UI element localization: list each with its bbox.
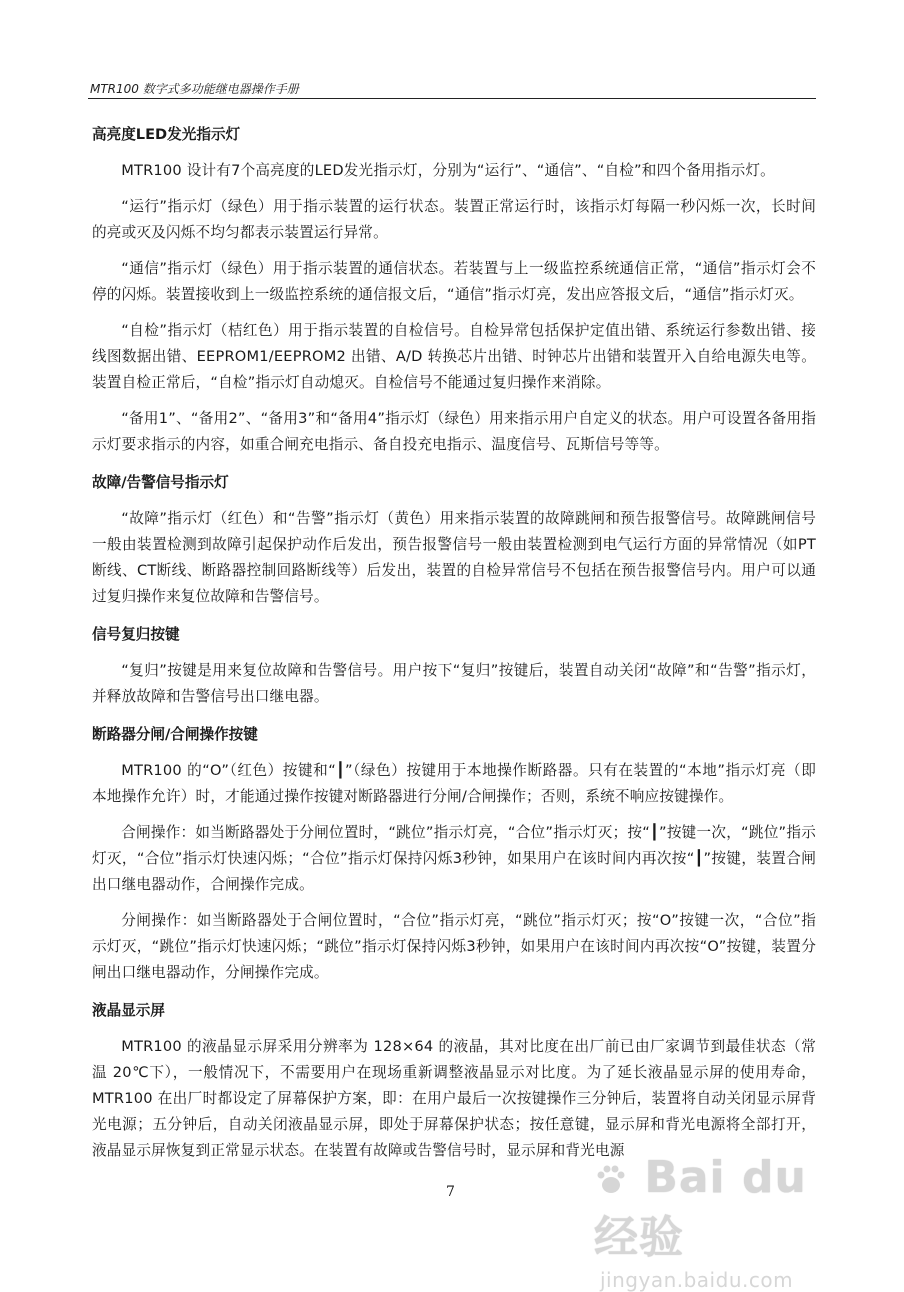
paragraph: 分闸操作：如当断路器处于合闸位置时，“合位”指示灯亮，“跳位”指示灯灭；按“O”按键一次，“合位”指示灯灭，“跳位”指示灯快速闪烁；“跳位”指示灯保持闪烁3秒钟，如果用户在该时间内再次按“O”按键，装置分闸出口继电器动作，分闸操作完成。 — [92, 912, 816, 981]
header-divider — [88, 98, 816, 99]
paragraph: MTR100 的液晶显示屏采用分辨率为 128×64 的液晶，其对比度在出厂前已由厂家调节到最佳状态（常温 20℃下），一般情况下，不需要用户在现场重新调整液晶显示对比度。为了延长液晶显示屏的使用寿命，MTR100 在出厂时都设定了屏幕保护方案，即：在用户最后一次按键操作三分钟后，装置将自动关闭显示屏背光电源；五分钟后，自动关闭液晶显示屏，即处于屏幕保护状态；按任意键，显示屏和背光电源将全部打开，液晶显示屏恢复到正常显示状态。在装置有故障或告警信号时，显示屏和背光电源 — [92, 1038, 816, 1159]
paragraph: MTR100 设计有7个高亮度的LED发光指示灯，分别为“运行”、“通信”、“自检”和四个备用指示灯。 — [121, 162, 775, 179]
watermark-logo-text: Bai du 经验 — [594, 1152, 807, 1263]
section-heading-breaker-keys: 断路器分闸/合闸操作按键 — [92, 726, 258, 743]
section-heading-lcd: 液晶显示屏 — [92, 1002, 165, 1019]
section-heading-led: 高亮度LED发光指示灯 — [92, 126, 241, 143]
paragraph: “复归”按键是用来复位故障和告警信号。用户按下“复归”按键后，装置自动关闭“故障”和“告警”指示灯，并释放故障和告警信号出口继电器。 — [92, 662, 816, 705]
paragraph: “自检”指示灯（桔红色）用于指示装置的自检信号。自检异常包括保护定值出错、系统运行参数出错、接线图数据出错、EEPROM1/EEPROM2 出错、A/D 转换芯片出错、时钟芯片出错和装置开入自给电源失电等。装置自检正常后，“自检”指示灯自动熄灭。自检信号不能通过复归操作来消除。 — [92, 322, 816, 391]
paragraph: “备用1”、“备用2”、“备用3”和“备用4”指示灯（绿色）用来指示用户自定义的状态。用户可设置各备用指示灯要求指示的内容，如重合闸充电指示、备自投充电指示、温度信号、瓦斯信号等等。 — [92, 410, 816, 453]
paragraph: “运行”指示灯（绿色）用于指示装置的运行状态。装置正常运行时，该指示灯每隔一秒闪烁一次，长时间的亮或灭及闪烁不均匀都表示装置运行异常。 — [92, 198, 816, 241]
watermark-url: jingyan.baidu.com — [600, 1268, 794, 1292]
section-heading-reset-key: 信号复归按键 — [92, 626, 180, 643]
baidu-watermark — [594, 1148, 854, 1292]
section-heading-fault-alarm: 故障/告警信号指示灯 — [92, 474, 229, 491]
paw-icon — [594, 1163, 628, 1197]
paragraph: MTR100 的“O”（红色）按键和“┃”（绿色）按键用于本地操作断路器。只有在装置的“本地”指示灯亮（即本地操作允许）时，才能通过操作按键对断路器进行分闸/合闸操作；否则，系统不响应按键操作。 — [92, 762, 816, 805]
page-body — [92, 110, 816, 1174]
paragraph: 合闸操作：如当断路器处于分闸位置时，“跳位”指示灯亮，“合位”指示灯灭；按“┃”按键一次，“跳位”指示灯灭，“合位”指示灯快速闪烁；“合位”指示灯保持闪烁3秒钟，如果用户在该时间内再次按“┃”按键，装置合闸出口继电器动作，合闸操作完成。 — [92, 824, 816, 893]
page-number: 7 — [446, 1184, 455, 1200]
paragraph: “故障”指示灯（红色）和“告警”指示灯（黄色）用来指示装置的故障跳闸和预告报警信号。故障跳闸信号一般由装置检测到故障引起保护动作后发出，预告报警信号一般由装置检测到电气运行方面的异常情况（如PT断线、CT断线、断路器控制回路断线等）后发出，装置的自检异常信号不包括在预告报警信号内。用户可以通过复归操作来复位故障和告警信号。 — [92, 510, 816, 605]
watermark-logo — [594, 1148, 854, 1268]
paragraph: “通信”指示灯（绿色）用于指示装置的通信状态。若装置与上一级监控系统通信正常，“通信”指示灯会不停的闪烁。装置接收到上一级监控系统的通信报文后，“通信”指示灯亮，发出应答报文后，“通信”指示灯灭。 — [92, 260, 816, 303]
running-header: MTR100 数字式多功能继电器操作手册 — [90, 82, 299, 96]
